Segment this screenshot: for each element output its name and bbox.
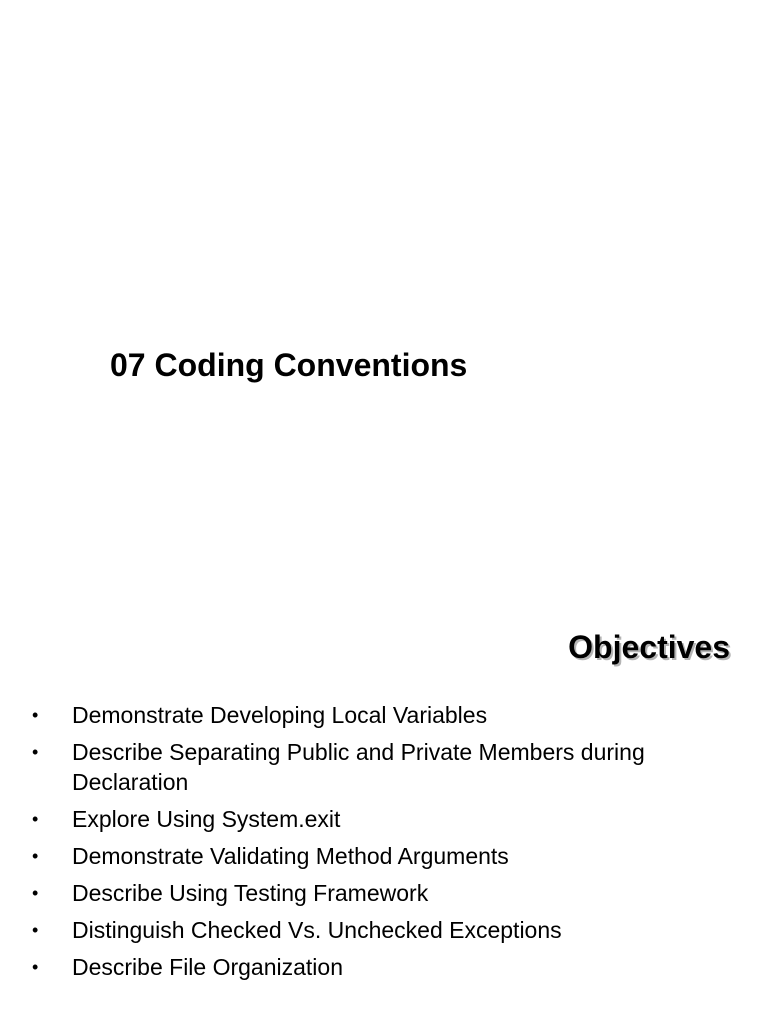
objective-item xyxy=(30,915,740,945)
objective-text: Describe File Organization xyxy=(72,954,344,980)
bullet-icon: • xyxy=(32,883,39,903)
bullet-icon: • xyxy=(32,809,39,829)
objective-item xyxy=(30,700,740,730)
objective-item xyxy=(30,878,740,908)
objective-text: Explore Using System.exit xyxy=(72,806,341,832)
bullet-icon: • xyxy=(32,705,39,725)
objective-text: Distinguish Checked Vs. Unchecked Exceptions xyxy=(72,917,562,943)
objective-text: Describe Using Testing Framework xyxy=(72,880,429,906)
bullet-icon: • xyxy=(32,920,39,940)
bullet-icon: • xyxy=(32,742,39,762)
objective-text: Describe Separating Public and Private Members during Declaration xyxy=(72,739,645,795)
objective-item xyxy=(30,737,740,797)
objectives-list xyxy=(30,700,740,989)
bullet-icon: • xyxy=(32,957,39,977)
slide-title: 07 Coding Conventions xyxy=(110,347,468,383)
objective-item xyxy=(30,841,740,871)
objectives-heading: Objectives xyxy=(568,629,730,665)
objective-text: Demonstrate Validating Method Arguments xyxy=(72,843,509,869)
objective-item xyxy=(30,804,740,834)
bullet-icon: • xyxy=(32,846,39,866)
objective-item xyxy=(30,952,740,982)
objective-text: Demonstrate Developing Local Variables xyxy=(72,702,488,728)
